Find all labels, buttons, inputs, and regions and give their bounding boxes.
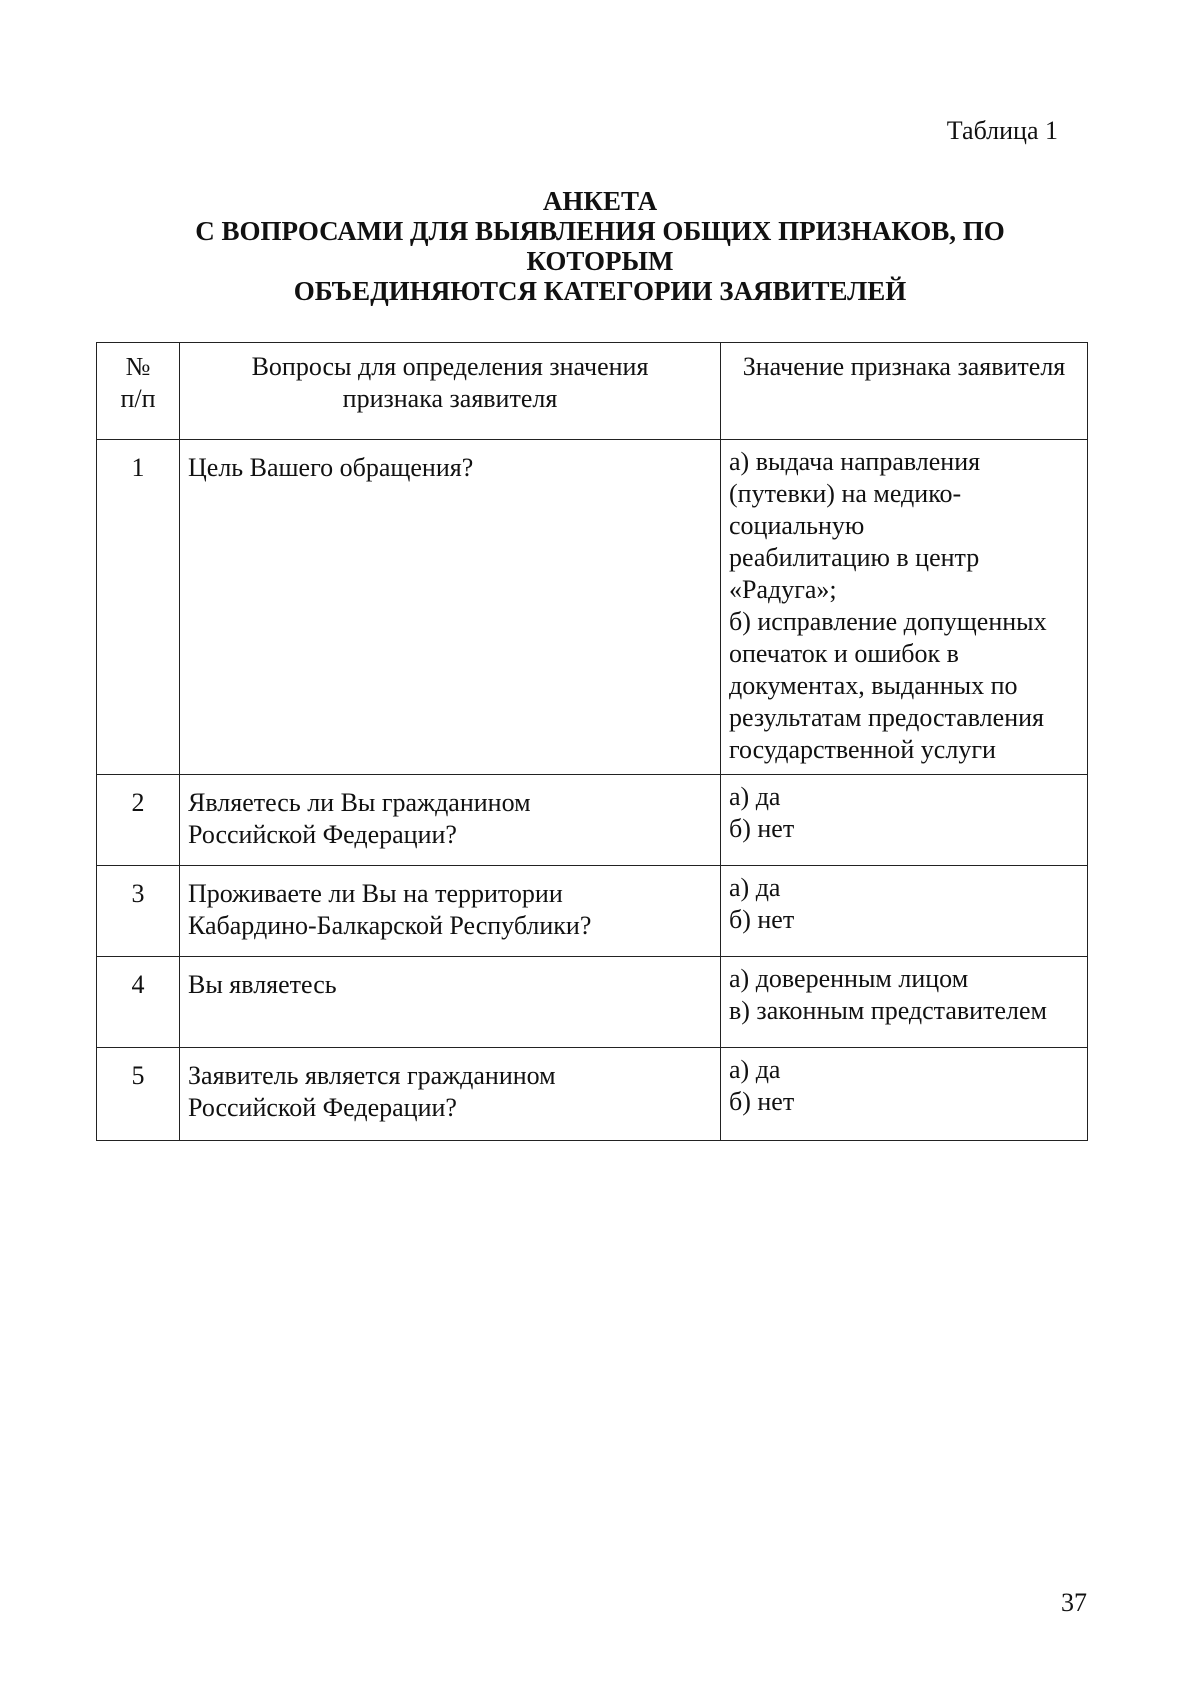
row-question <box>180 775 721 866</box>
table-row <box>97 1048 1088 1141</box>
header-answer: Значение признака заявителя <box>721 343 1088 440</box>
row-answers <box>721 1048 1088 1141</box>
title-line: КОТОРЫМ <box>526 246 674 276</box>
page-number: 37 <box>1061 1588 1087 1617</box>
answer-line: а) выдача направления <box>729 447 981 476</box>
title-line: ОБЪЕДИНЯЮТСЯ КАТЕГОРИИ ЗАЯВИТЕЛЕЙ <box>293 276 907 306</box>
table-row <box>97 957 1088 1048</box>
answer-line: а) да <box>729 1055 781 1084</box>
question-line: Проживаете ли Вы на территории <box>188 879 563 908</box>
row-question: Цель Вашего обращения? <box>180 440 721 775</box>
table-row <box>97 440 1088 775</box>
answer-line: документах, выданных по <box>729 671 1018 700</box>
row-question: Вы являетесь <box>180 957 721 1048</box>
row-question <box>180 866 721 957</box>
question-line: Являетесь ли Вы гражданином <box>188 788 531 817</box>
answer-line: б) нет <box>729 905 795 934</box>
table-row <box>97 775 1088 866</box>
row-answers <box>721 440 1088 775</box>
answer-line: результатам предоставления <box>729 703 1044 732</box>
row-question <box>180 1048 721 1141</box>
header-number <box>97 343 180 440</box>
title-line: С ВОПРОСАМИ ДЛЯ ВЫЯВЛЕНИЯ ОБЩИХ ПРИЗНАКОВ, ПО <box>195 216 1005 246</box>
answer-line: опечаток и ошибок в <box>729 639 959 668</box>
row-number: 1 <box>97 440 180 775</box>
table-header-row <box>97 343 1088 440</box>
question-line: Заявитель является гражданином <box>188 1061 556 1090</box>
document-title <box>100 186 1100 306</box>
answer-line: а) да <box>729 782 781 811</box>
row-answers <box>721 775 1088 866</box>
answer-line: а) да <box>729 873 781 902</box>
questionnaire-table <box>96 342 1088 1141</box>
table-label: Таблица 1 <box>946 116 1058 145</box>
header-question <box>180 343 721 440</box>
header-number-line: п/п <box>120 384 156 413</box>
answer-line: а) доверенным лицом <box>729 964 969 993</box>
header-question-line: признака заявителя <box>342 384 558 413</box>
question-line: Кабардино-Балкарской Республики? <box>188 911 592 940</box>
row-answers <box>721 866 1088 957</box>
answer-line: (путевки) на медико-социальную <box>729 479 962 540</box>
answer-line: в) законным представителем <box>729 996 1047 1025</box>
row-number: 3 <box>97 866 180 957</box>
answer-line: государственной услуги <box>729 735 996 764</box>
row-answers <box>721 957 1088 1048</box>
answer-line: б) нет <box>729 814 795 843</box>
row-number: 2 <box>97 775 180 866</box>
answer-line: б) исправление допущенных <box>729 607 1047 636</box>
answer-line: б) нет <box>729 1087 795 1116</box>
header-number-line: № <box>125 352 151 381</box>
answer-line: реабилитацию в центр «Радуга»; <box>729 543 980 604</box>
title-line: АНКЕТА <box>542 186 658 216</box>
question-line: Российской Федерации? <box>188 1093 457 1122</box>
row-number: 4 <box>97 957 180 1048</box>
table-row <box>97 866 1088 957</box>
row-number: 5 <box>97 1048 180 1141</box>
header-question-line: Вопросы для определения значения <box>251 352 649 381</box>
question-line: Российской Федерации? <box>188 820 457 849</box>
